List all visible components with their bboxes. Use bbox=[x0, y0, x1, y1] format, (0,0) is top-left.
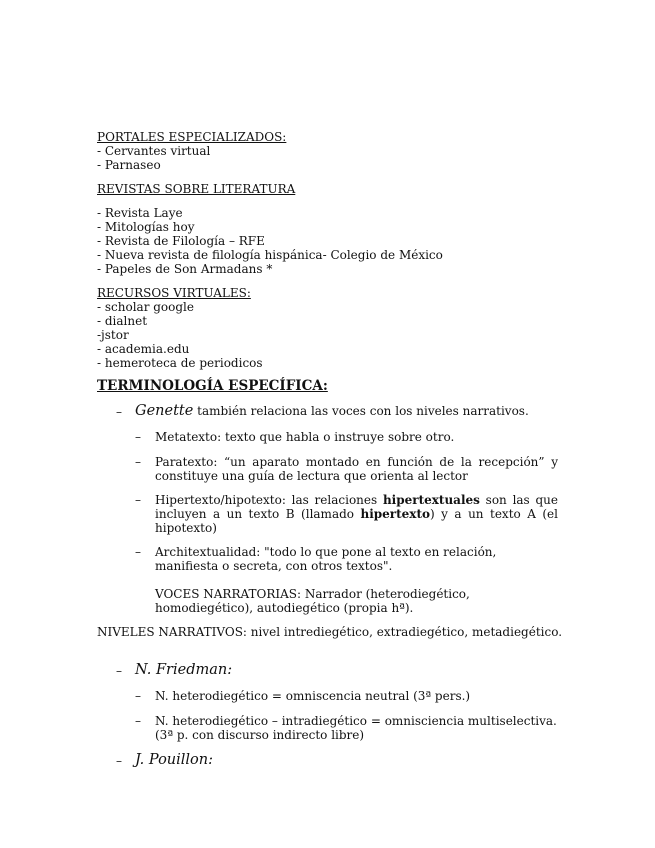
hipertextuales-bold: hipertextuales bbox=[382, 493, 480, 507]
bullet-dash: – bbox=[135, 455, 141, 469]
bullet-dash: – bbox=[135, 714, 141, 728]
hipertexto-text: son las que incluyen a un texto B (llamado bbox=[155, 493, 558, 521]
bullet-dash: – bbox=[135, 430, 141, 444]
revistas-item: - Nueva revista de filología hispánica- Colegio de México bbox=[97, 248, 443, 262]
friedman-item: N. heterodiegético = omniscencia neutral (3ª pers.) bbox=[155, 689, 471, 703]
revistas-item: - Papeles de Son Armadans * bbox=[97, 262, 273, 276]
bullet-dash: – bbox=[116, 405, 122, 419]
hipertexto-bold: hipertexto bbox=[360, 507, 430, 521]
portales-heading: PORTALES ESPECIALIZADOS: bbox=[97, 130, 287, 144]
paratexto-item: Paratexto: “un aparato montado en función de la recepción” y constituye una guía de lectura que orienta al lector bbox=[155, 455, 558, 483]
revistas-item: - Revista Laye bbox=[97, 206, 183, 220]
recursos-item: - hemeroteca de periodicos bbox=[97, 356, 263, 370]
revistas-heading: REVISTAS SOBRE LITERATURA bbox=[97, 182, 296, 196]
genette-rest: también relaciona las voces con los niveles narrativos. bbox=[193, 404, 529, 418]
niveles-narrativos: NIVELES NARRATIVOS: nivel intrediegético, extradiegético, metadiegético. bbox=[97, 625, 563, 639]
recursos-item: -jstor bbox=[97, 328, 129, 342]
recursos-heading: RECURSOS VIRTUALES: bbox=[97, 286, 251, 300]
bullet-dash: – bbox=[135, 545, 141, 559]
friedman-item: N. heterodiegético – intradiegético = omnisciencia multiselectiva. bbox=[155, 714, 557, 728]
friedman-name: N. Friedman: bbox=[135, 662, 233, 678]
revistas-item: - Revista de Filología – RFE bbox=[97, 234, 265, 248]
metatexto-item: Metatexto: texto que habla o instruye sobre otro. bbox=[155, 430, 455, 444]
voces-line-2: homodiegético), autodiegético (propia hª). bbox=[155, 601, 414, 615]
pouillon-name: J. Pouillon: bbox=[135, 752, 214, 768]
recursos-item: - dialnet bbox=[97, 314, 148, 328]
bullet-dash: – bbox=[135, 689, 141, 703]
bullet-dash: – bbox=[135, 493, 141, 507]
architextualidad-item: Architextualidad: "todo lo que pone al texto en relación, manifiesta o secreta, con otros textos". bbox=[155, 545, 497, 573]
hipertexto-item bbox=[155, 493, 558, 535]
genette-line bbox=[135, 403, 529, 420]
friedman-item: (3ª p. con discurso indirecto libre) bbox=[155, 728, 365, 742]
portales-item: - Parnaseo bbox=[97, 158, 161, 172]
bullet-dash: – bbox=[116, 754, 122, 768]
hipertexto-text: ) y a un texto A (el hipotexto) bbox=[155, 507, 559, 535]
recursos-item: - academia.edu bbox=[97, 342, 190, 356]
terminologia-heading: TERMINOLOGÍA ESPECÍFICA: bbox=[97, 378, 328, 394]
hipertexto-text: Hipertexto/hipotexto: las relaciones bbox=[155, 493, 383, 507]
voces-line-1: VOCES NARRATORIAS: Narrador (heterodiegético, bbox=[155, 587, 470, 601]
revistas-item: - Mitologías hoy bbox=[97, 220, 195, 234]
genette-name: Genette bbox=[135, 403, 194, 419]
recursos-item: - scholar google bbox=[97, 300, 194, 314]
bullet-dash: – bbox=[116, 664, 122, 678]
portales-item: - Cervantes virtual bbox=[97, 144, 211, 158]
